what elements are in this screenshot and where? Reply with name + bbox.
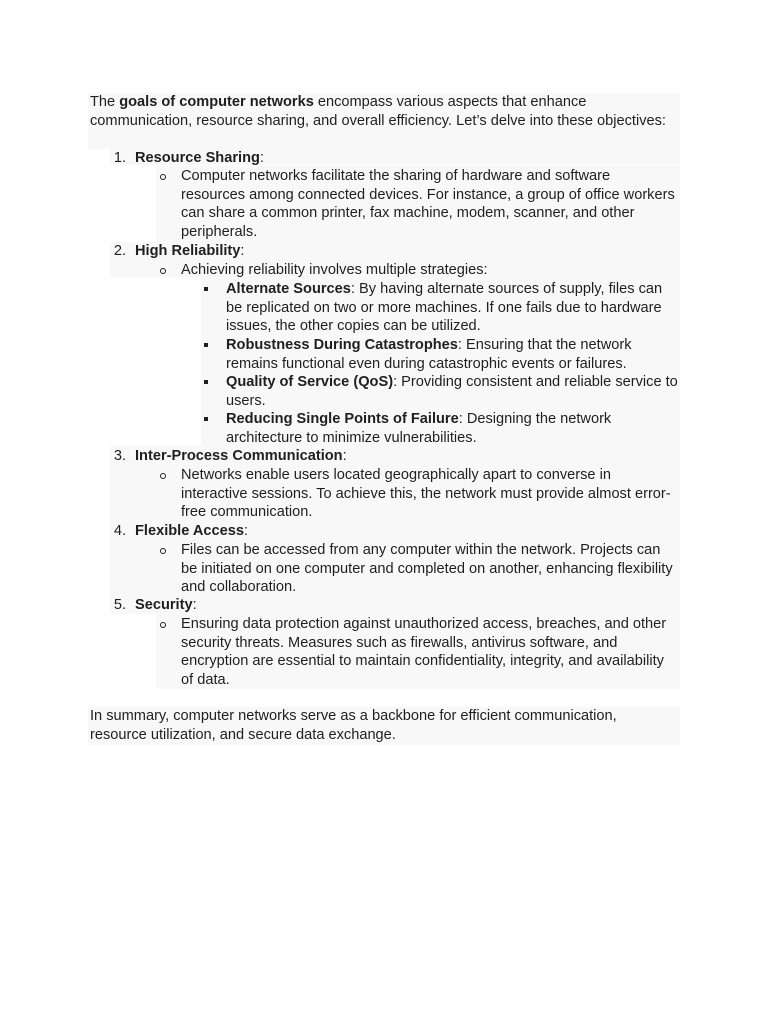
goal-number-2: 2. bbox=[113, 243, 126, 259]
strategy-title: Alternate Sources bbox=[226, 281, 351, 297]
goal-4-description: Files can be accessed from any computer within the network. Projects can be initiated on one computer and completed on another, enhancing flexibility and collaboration. bbox=[181, 542, 673, 596]
square-bullet-icon bbox=[204, 287, 208, 291]
circle-bullet-icon bbox=[160, 268, 166, 274]
goal-title-text: Inter-Process Communication bbox=[135, 448, 343, 464]
square-bullet-icon bbox=[204, 380, 208, 384]
goal-title-2 bbox=[135, 242, 675, 261]
goal-3-description: Networks enable users located geographically apart to converse in interactive sessions. To achieve this, the network must provide almost error-free communication. bbox=[181, 467, 671, 521]
goal-title-1 bbox=[135, 149, 675, 168]
goal-colon: : bbox=[192, 597, 197, 613]
strategy-qos bbox=[226, 373, 678, 410]
circle-bullet-icon bbox=[160, 622, 166, 628]
circle-bullet-icon bbox=[160, 473, 166, 479]
goal-title-text: High Reliability bbox=[135, 243, 241, 259]
strategy-text: : Designing the network architecture to minimize vulnerabilities. bbox=[226, 411, 612, 446]
goal-2-description: Achieving reliability involves multiple strategies: bbox=[181, 262, 488, 278]
goal-number-5: 5. bbox=[113, 597, 126, 613]
goal-title-5 bbox=[135, 596, 675, 615]
intro-post: encompass various aspects that enhance communication, resource sharing, and overall efficiency. Let’s delve into these objectives: bbox=[90, 94, 666, 129]
strategy-title: Reducing Single Points of Failure bbox=[226, 411, 459, 427]
goal-title-3 bbox=[135, 447, 675, 466]
goal-number-4: 4. bbox=[113, 523, 126, 539]
strategy-text: : Providing consistent and reliable service to users. bbox=[226, 374, 678, 409]
intro-bold-term: goals of computer networks bbox=[119, 94, 314, 110]
goal-title-text: Resource Sharing bbox=[135, 150, 260, 166]
goal-colon: : bbox=[342, 448, 347, 464]
circle-bullet-icon bbox=[160, 174, 166, 180]
goal-title-text: Security bbox=[135, 597, 193, 613]
goal-1-description: Computer networks facilitate the sharing of hardware and software resources among connected devices. For instance, a group of office workers can share a common printer, fax machine, modem, scanner, and other peripherals. bbox=[181, 168, 675, 240]
strategy-title: Quality of Service (QoS) bbox=[226, 374, 394, 390]
square-bullet-icon bbox=[204, 417, 208, 421]
goal-title-4 bbox=[135, 522, 675, 541]
strategy-text: : By having alternate sources of supply, files can be replicated on two or more machines. If one fails due to hardware issues, the other copies can be utilized. bbox=[226, 281, 663, 335]
circle-bullet-icon bbox=[160, 548, 166, 554]
strategy-single-points bbox=[226, 410, 678, 447]
goal-5-description: Ensuring data protection against unauthorized access, breaches, and other security threats. Measures such as firewalls, antivirus software, and encryption are essential to maintain confidentiality, integrity, and availability of data. bbox=[181, 616, 667, 688]
goal-colon: : bbox=[243, 523, 249, 539]
summary-paragraph: In summary, computer networks serve as a backbone for efficient communication, resource utilization, and secure data exchange. bbox=[90, 708, 617, 743]
goal-colon: : bbox=[240, 243, 245, 259]
goal-colon: : bbox=[259, 150, 264, 166]
intro-paragraph bbox=[90, 93, 676, 130]
strategy-title: Robustness During Catastrophes bbox=[226, 337, 458, 353]
strategy-text: : Ensuring that the network remains functional even during catastrophic events or failures. bbox=[226, 337, 632, 372]
goal-number-1: 1. bbox=[113, 150, 126, 166]
goal-title-text: Flexible Access bbox=[135, 523, 244, 539]
square-bullet-icon bbox=[204, 343, 208, 347]
strategy-robustness bbox=[226, 336, 678, 373]
intro-pre: The bbox=[90, 94, 120, 110]
goal-number-3: 3. bbox=[113, 448, 126, 464]
strategy-alternate-sources bbox=[226, 280, 678, 336]
